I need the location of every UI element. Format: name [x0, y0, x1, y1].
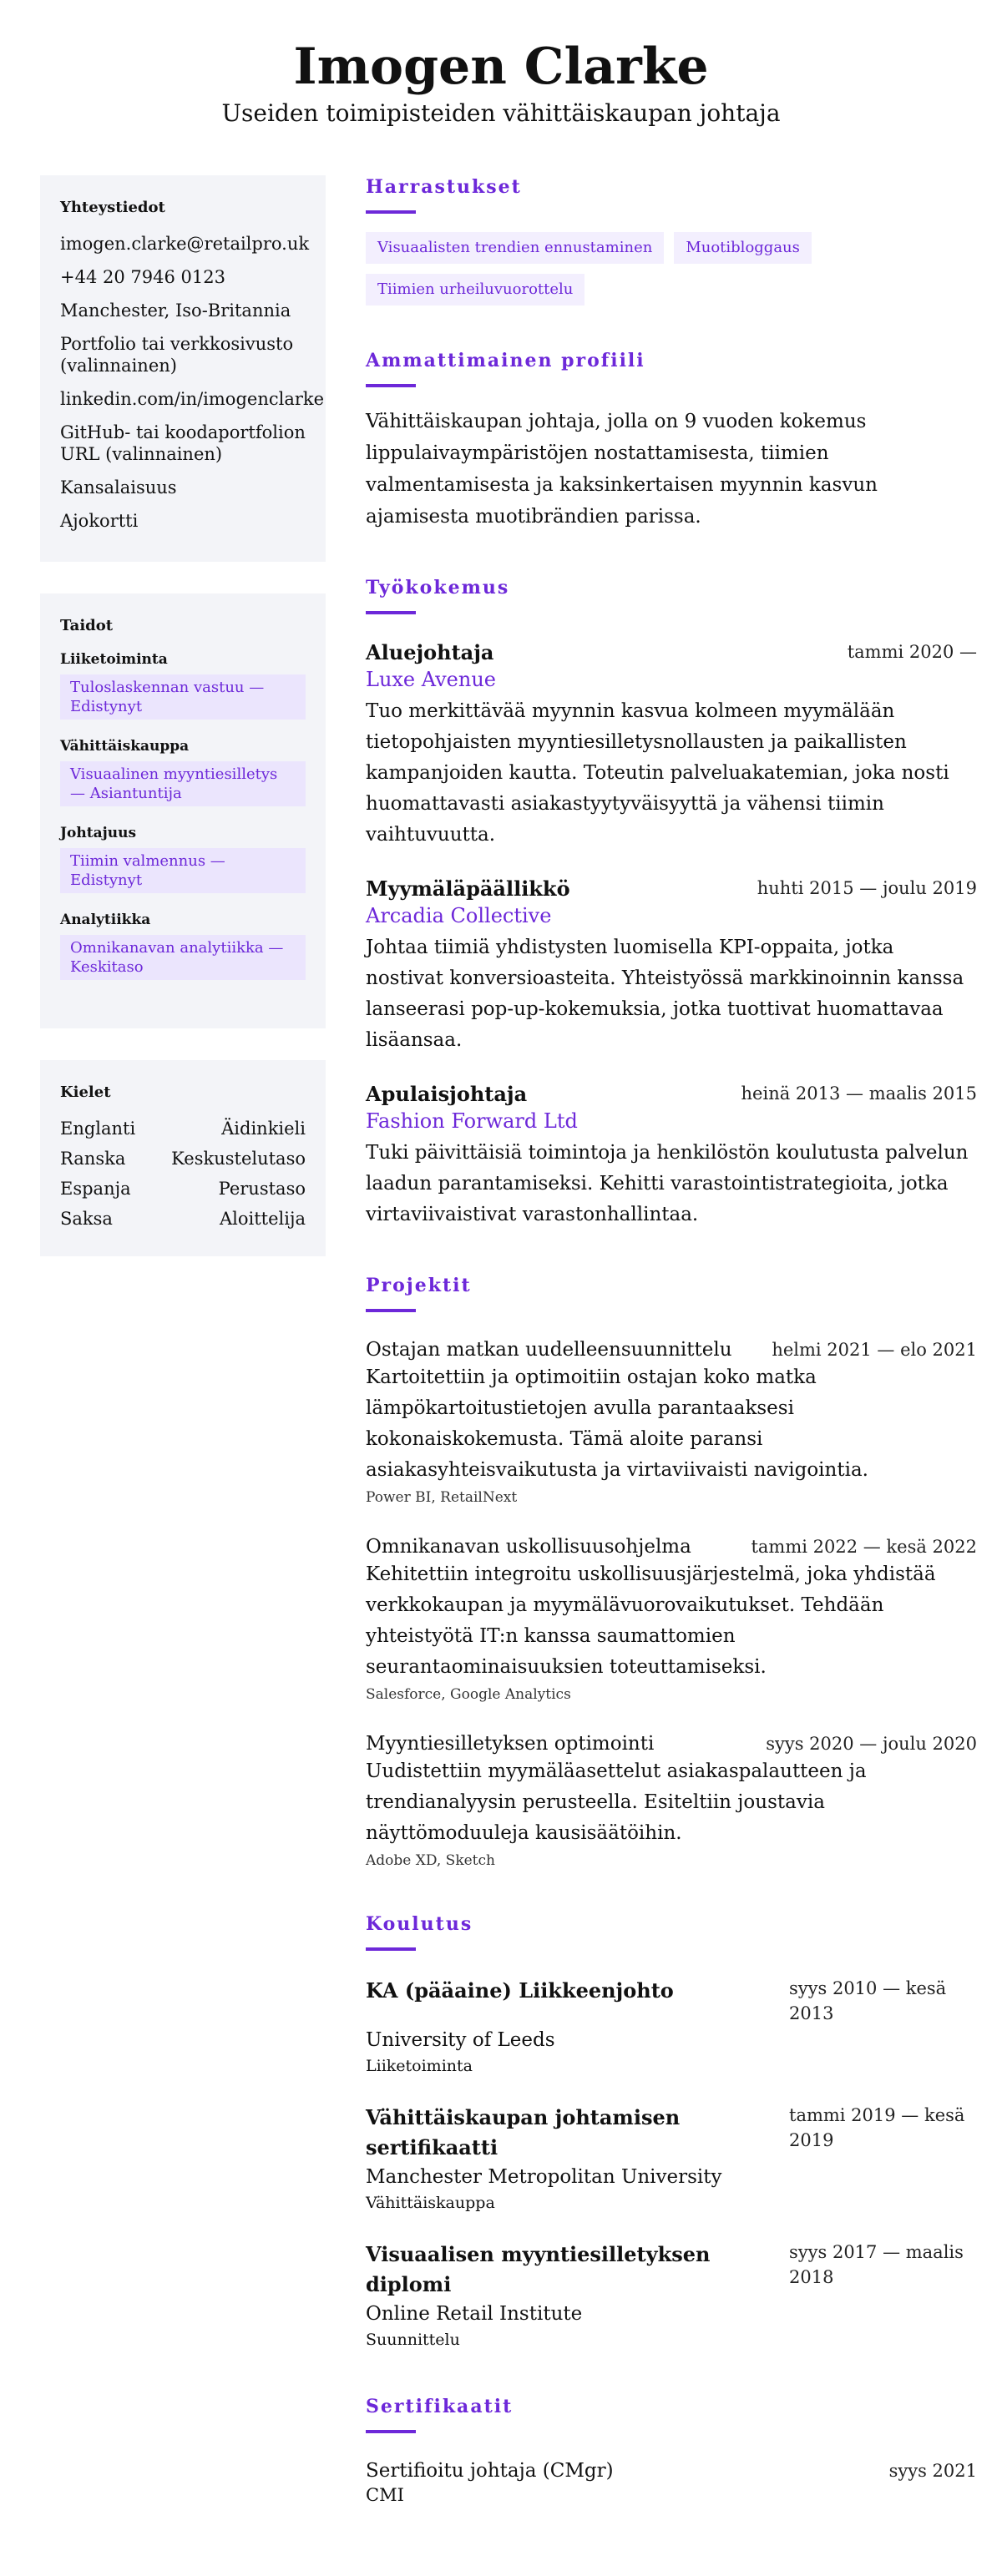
skill-group: [60, 738, 306, 806]
job-title: Myymäläpäällikkö: [366, 876, 570, 901]
main-content: [366, 175, 977, 2550]
project-dates: helmi 2021 — elo 2021: [772, 1340, 977, 1360]
heading-underline: [366, 1947, 416, 1951]
education-dates: syys 2017 — maalis 2018: [789, 2242, 964, 2287]
hobby-tag: Visuaalisten trendien ennustaminen: [366, 232, 664, 264]
hobby-tag: Muotibloggaus: [674, 232, 812, 264]
project-title: Ostajan matkan uudelleensuunnittelu: [366, 1339, 732, 1361]
heading-underline: [366, 2430, 416, 2433]
contact-location: Manchester, Iso-Britannia: [60, 301, 291, 321]
job-description: Tuki päivittäisiä toimintoja ja henkilöstön koulutusta palvelun laadun parantamiseksi. Kehitti varastointistrategioita, jotka virtaviivaistivat varastonhallintaa.: [366, 1142, 969, 1225]
hobbies-section: [366, 175, 977, 306]
job-dates: huhti 2015 — joulu 2019: [757, 878, 977, 898]
language-level: Äidinkieli: [221, 1119, 306, 1139]
section-heading: Harrastukset: [366, 176, 522, 198]
skill-group-name: Vähittäiskauppa: [60, 738, 190, 755]
skills-heading: Taidot: [60, 617, 114, 634]
job-description: Tuo merkittävää myynnin kasvua kolmeen myymälään tietopohjaisten myyntiesilletysnollausten ja paikallisten kampanjoiden kautta. Toteutin palveluakatemian, joka nosti huomattavasti asiakastyytyväisyyttä ja vähensi tiimin vaihtuvuutta.: [366, 700, 949, 846]
degree: Visuaalisen myyntiesilletyksen diplomi: [366, 2242, 711, 2296]
contact-phone: +44 20 7946 0123: [60, 267, 225, 287]
certificate-entry: [366, 2458, 977, 2507]
language-name: Espanja: [60, 1179, 131, 1199]
project-dates: syys 2020 — joulu 2020: [766, 1734, 977, 1754]
language-level: Keskustelutaso: [171, 1149, 306, 1169]
job-entry: [366, 1081, 977, 1230]
job-dates: tammi 2020 —: [847, 642, 977, 662]
person-name: Imogen Clarke: [293, 38, 709, 96]
contact-box: [40, 175, 326, 562]
project-description: Kehitettiin integroitu uskollisuusjärjestelmä, joka yhdistää verkkokaupan ja myymälävuorovaikutukset. Tehdään yhteistyötä IT:n kanssa saumattomien seurantaominaisuuksien toteuttamiseksi.: [366, 1563, 936, 1678]
education-entry: [366, 2103, 977, 2215]
language-row: [60, 1148, 306, 1169]
job-dates: heinä 2013 — maalis 2015: [741, 1083, 977, 1104]
project-tech: Power BI, RetailNext: [366, 1489, 518, 1506]
language-row: [60, 1178, 306, 1200]
job-title: Apulaisjohtaja: [366, 1082, 528, 1106]
contact-nationality: Kansalaisuus: [60, 477, 177, 498]
language-name: Englanti: [60, 1119, 136, 1139]
contact-email[interactable]: imogen.clarke@retailpro.uk: [60, 234, 310, 254]
job-title: Aluejohtaja: [366, 640, 494, 664]
language-name: Saksa: [60, 1209, 113, 1229]
institution: Online Retail Institute: [366, 2303, 583, 2325]
profile-section: [366, 349, 977, 533]
project-tech: Adobe XD, Sketch: [366, 1852, 495, 1869]
job-entry: [366, 639, 977, 851]
job-entry: [366, 876, 977, 1056]
education-entry: [366, 2240, 977, 2351]
company-name: Fashion Forward Ltd: [366, 1109, 578, 1133]
certificate-issuer: CMI: [366, 2485, 404, 2505]
project-dates: tammi 2022 — kesä 2022: [751, 1537, 977, 1557]
skill-group: [60, 651, 306, 720]
skill-tag: Tiimin valmennus — Edistynyt: [60, 848, 306, 893]
field-of-study: Vähittäiskauppa: [366, 2194, 495, 2212]
contact-portfolio: Portfolio tai verkkosivusto (valinnainen): [60, 334, 294, 376]
education-dates: tammi 2019 — kesä 2019: [789, 2105, 965, 2150]
skills-box: [40, 593, 326, 1028]
skill-group: [60, 912, 306, 980]
contact-github: GitHub- tai koodaportfolion URL (valinnainen): [60, 422, 306, 464]
certificates-section: [366, 2395, 977, 2507]
language-row: [60, 1208, 306, 1230]
sidebar: [40, 175, 326, 2550]
skill-group-name: Liiketoiminta: [60, 651, 168, 668]
institution: University of Leeds: [366, 2029, 555, 2051]
project-description: Uudistettiin myymäläasettelut asiakaspalautteen ja trendianalyysin perusteella. Esiteltiin joustavia näyttömoduuleja kausisäätöihin.: [366, 1760, 867, 1844]
skill-tag: Visuaalinen myyntiesilletys — Asiantuntija: [60, 761, 306, 806]
heading-underline: [366, 210, 416, 214]
job-title: Useiden toimipisteiden vähittäiskaupan johtaja: [221, 99, 781, 127]
degree: KA (pääaine) Liikkeenjohto: [366, 1978, 674, 2003]
skill-tag: Tuloslaskennan vastuu — Edistynyt: [60, 674, 306, 720]
hobby-tag: Tiimien urheiluvuorottelu: [366, 274, 584, 306]
project-tech: Salesforce, Google Analytics: [366, 1686, 571, 1703]
field-of-study: Suunnittelu: [366, 2331, 460, 2349]
project-title: Myyntiesilletyksen optimointi: [366, 1733, 655, 1755]
certificate-date: syys 2021: [888, 2461, 977, 2481]
contact-license: Ajokortti: [60, 511, 139, 531]
profile-text: Vähittäiskaupan johtaja, jolla on 9 vuoden kokemus lippulaivaympäristöjen nostattamisesta, tiimien valmentamisesta ja kaksinkertaisen myynnin kasvun ajamisesta muotibrändien parissa.: [366, 411, 878, 528]
language-name: Ranska: [60, 1149, 126, 1169]
project-entry: [366, 1337, 977, 1506]
projects-section: [366, 1274, 977, 1869]
contact-heading: Yhteystiedot: [60, 199, 165, 216]
education-entry: [366, 1976, 977, 2078]
contact-linkedin[interactable]: linkedin.com/in/imogenclarke: [60, 389, 325, 409]
heading-underline: [366, 611, 416, 614]
education-dates: syys 2010 — kesä 2013: [789, 1978, 947, 2023]
language-level: Aloittelija: [219, 1209, 306, 1229]
languages-box: [40, 1060, 326, 1256]
heading-underline: [366, 384, 416, 387]
section-heading: Sertifikaatit: [366, 2396, 514, 2417]
section-heading: Projektit: [366, 1275, 472, 1296]
skill-group-name: Analytiikka: [60, 912, 151, 928]
resume-header: [0, 0, 1002, 129]
skill-group-name: Johtajuus: [60, 825, 137, 841]
job-description: Johtaa tiimiä yhdistysten luomisella KPI-oppaita, jotka nostivat konversioasteita. Yhteistyössä markkinoinnin kanssa lanseerasi pop-up-kokemuksia, jotka tuottivat huomattavaa lisäansaa.: [366, 937, 964, 1051]
skill-group: [60, 825, 306, 893]
field-of-study: Liiketoiminta: [366, 2057, 473, 2075]
education-section: [366, 1912, 977, 2351]
language-level: Perustaso: [218, 1179, 306, 1199]
section-heading: Koulutus: [366, 1913, 473, 1935]
project-title: Omnikanavan uskollisuusohjelma: [366, 1536, 691, 1558]
skill-tag: Omnikanavan analytiikka — Keskitaso: [60, 935, 306, 980]
heading-underline: [366, 1309, 416, 1312]
language-row: [60, 1118, 306, 1139]
degree: Vähittäiskaupan johtamisen sertifikaatti: [366, 2105, 681, 2159]
languages-heading: Kielet: [60, 1083, 111, 1101]
section-heading: Työkokemus: [366, 577, 510, 599]
experience-section: [366, 576, 977, 1230]
project-entry: [366, 1731, 977, 1869]
project-description: Kartoitettiin ja optimoitiin ostajan koko matka lämpökartoitustietojen avulla parantaaksesi kokonaiskokemusta. Tämä aloite paransi asiakasyhteisvaikutusta ja virtaviivaisti navigointia.: [366, 1366, 868, 1481]
certificate-name: Sertifioitu johtaja (CMgr): [366, 2460, 614, 2482]
project-entry: [366, 1534, 977, 1703]
company-name: Luxe Avenue: [366, 668, 496, 691]
company-name: Arcadia Collective: [366, 904, 552, 927]
section-heading: Ammattimainen profiili: [366, 350, 645, 371]
institution: Manchester Metropolitan University: [366, 2166, 722, 2188]
